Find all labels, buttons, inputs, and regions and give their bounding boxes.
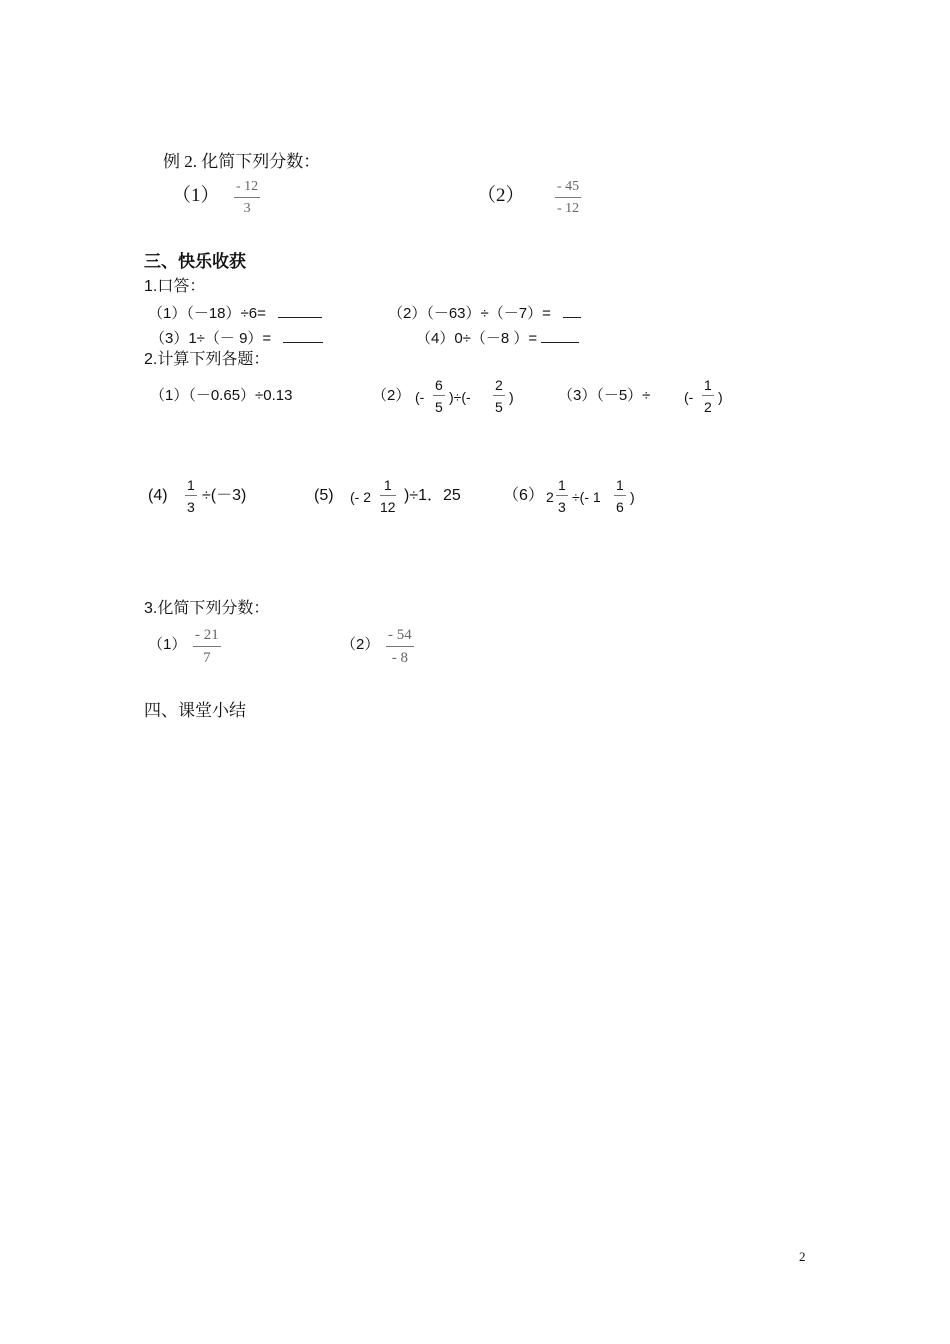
q2-problem-6-whole: 2 bbox=[546, 489, 554, 505]
q2-problem-3-close: ) bbox=[718, 389, 723, 405]
q2-problem-2-middle: )÷(- bbox=[449, 389, 471, 405]
q1-heading: 1.口答： bbox=[144, 278, 206, 295]
section4-title: 四、课堂小结 bbox=[144, 701, 246, 720]
q3-item1-label: （1） bbox=[148, 636, 187, 653]
denominator: 5 bbox=[435, 399, 443, 415]
numerator: 1 bbox=[702, 378, 714, 396]
example2-item1-label: （1） bbox=[172, 185, 220, 206]
q2-problem-6-fraction-2 bbox=[614, 478, 626, 514]
denominator: 12 bbox=[380, 499, 396, 515]
section3-title: 三、快乐收获 bbox=[144, 252, 246, 271]
q2-problem-5-open: (- 2 bbox=[350, 489, 371, 505]
denominator: 6 bbox=[616, 499, 624, 515]
q2-problem-5-label: (5) bbox=[314, 487, 334, 504]
example2-item1-fraction bbox=[234, 180, 260, 216]
q2-problem-5-fraction bbox=[380, 478, 396, 514]
q2-problem-2-fraction-1 bbox=[433, 378, 445, 414]
numerator: - 54 bbox=[386, 628, 414, 647]
q2-problem-6-fraction-1 bbox=[556, 478, 568, 514]
numerator: 2 bbox=[493, 378, 505, 396]
q2-problem-2-label: （2） bbox=[372, 387, 411, 404]
denominator: - 12 bbox=[557, 201, 580, 216]
q2-problem-6-middle: ÷(- 1 bbox=[572, 489, 601, 505]
answer-blank[interactable] bbox=[541, 328, 579, 343]
answer-blank[interactable] bbox=[563, 303, 581, 318]
denominator: 2 bbox=[704, 399, 712, 415]
q2-problem-5-rest: )÷1．25 bbox=[404, 487, 461, 504]
q1-item-2 bbox=[388, 303, 581, 321]
page-number: 2 bbox=[799, 1249, 806, 1264]
numerator: 6 bbox=[433, 378, 445, 396]
denominator: 7 bbox=[203, 650, 211, 666]
q3-heading: 3.化简下列分数： bbox=[144, 600, 270, 617]
q1-item-1 bbox=[148, 303, 322, 321]
q1-item-2-text: （2）（－63）÷（－7）= bbox=[388, 305, 551, 322]
answer-blank[interactable] bbox=[283, 328, 323, 343]
numerator: - 12 bbox=[234, 180, 260, 198]
denominator: 3 bbox=[187, 499, 195, 515]
q2-problem-2-close: ) bbox=[509, 389, 514, 405]
denominator: - 8 bbox=[391, 650, 408, 666]
denominator: 5 bbox=[495, 399, 503, 415]
q2-problem-2-open: (- bbox=[415, 389, 425, 405]
numerator: - 21 bbox=[193, 628, 221, 647]
q1-item-4 bbox=[416, 328, 579, 346]
numerator: 1 bbox=[556, 478, 568, 496]
example2-heading: 例 2. 化简下列分数： bbox=[163, 152, 321, 171]
q3-item1-fraction bbox=[193, 628, 221, 666]
q2-problem-6-close: ) bbox=[630, 489, 635, 505]
numerator: 1 bbox=[614, 478, 626, 496]
q2-problem-4-rest: ÷(－3) bbox=[202, 487, 247, 504]
numerator: 1 bbox=[380, 478, 396, 496]
numerator: - 45 bbox=[555, 180, 581, 198]
q1-item-3 bbox=[150, 328, 323, 346]
q1-item-1-text: （1）（－18）÷6= bbox=[148, 305, 266, 322]
q1-item-4-text: （4）0÷（－8 ）= bbox=[416, 330, 538, 347]
denominator: 3 bbox=[558, 499, 566, 515]
q2-problem-4-label: (4) bbox=[148, 487, 168, 504]
denominator: 3 bbox=[243, 201, 251, 216]
q2-problem-6-label: （6） bbox=[503, 487, 544, 504]
example2-item2-label: （2） bbox=[477, 185, 525, 206]
q2-problem-4-fraction bbox=[185, 478, 197, 514]
example2-item2-fraction bbox=[555, 180, 581, 216]
q2-problem-3-open: (- bbox=[684, 389, 694, 405]
q3-item2-label: （2） bbox=[341, 636, 380, 653]
numerator: 1 bbox=[185, 478, 197, 496]
answer-blank[interactable] bbox=[278, 303, 322, 318]
q2-problem-1: （1）（－0.65）÷0.13 bbox=[150, 387, 293, 404]
q2-heading: 2.计算下列各题： bbox=[144, 351, 270, 368]
q2-problem-3-fraction bbox=[702, 378, 714, 414]
q3-item2-fraction bbox=[386, 628, 414, 666]
q2-problem-3-label: （3）（－5）÷ bbox=[558, 387, 651, 404]
q2-problem-2-fraction-2 bbox=[493, 378, 505, 414]
q1-item-3-text: （3）1÷（－ 9）= bbox=[150, 330, 272, 347]
